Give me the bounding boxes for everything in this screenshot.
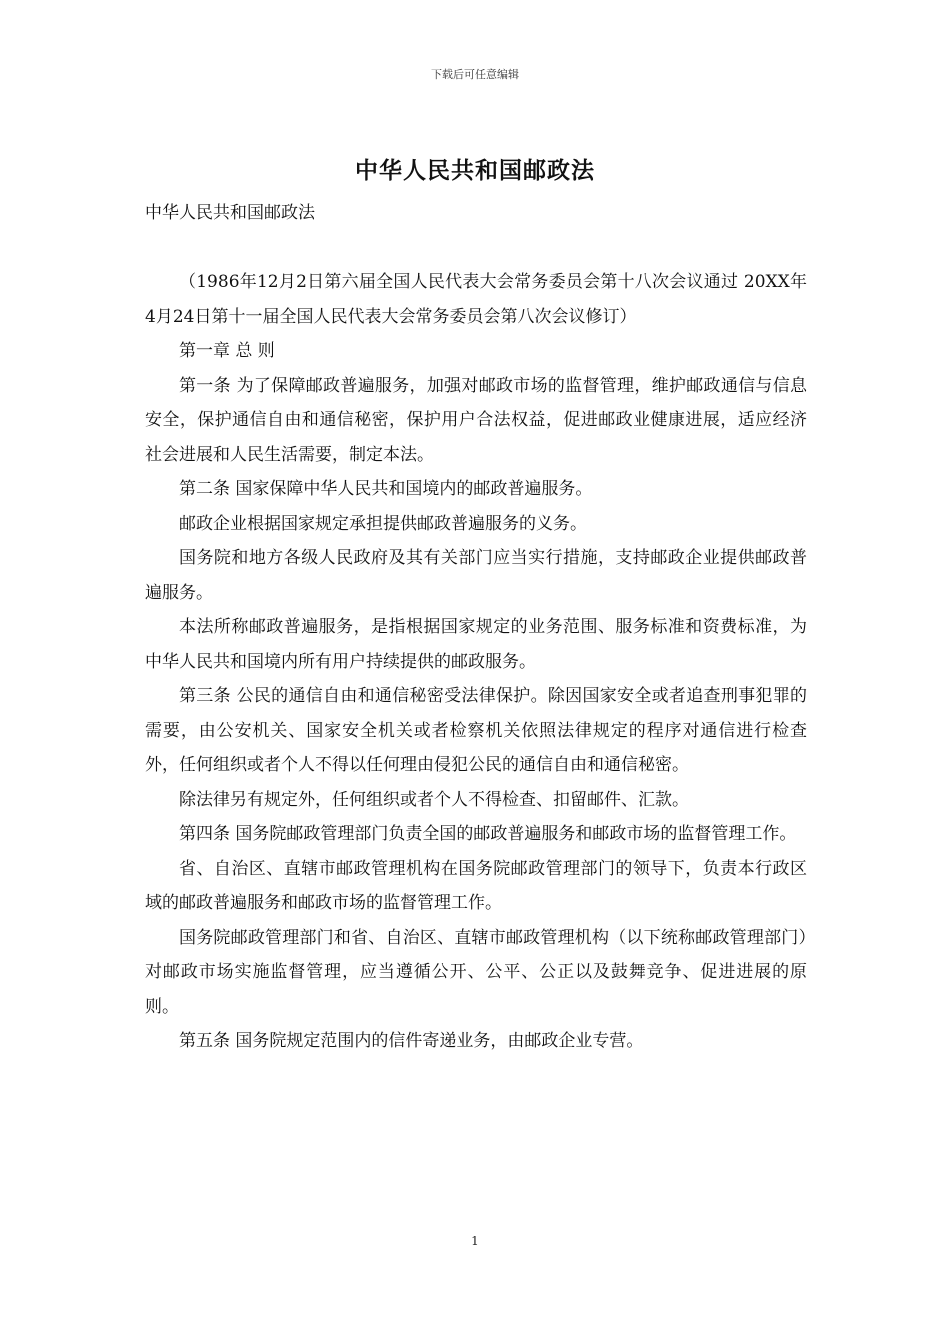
paragraph-adoption-note: （1986年12月2日第六届全国人民代表大会常务委员会第十八次会议通过 20XX年4月24日第十一届全国人民代表大会常务委员会第八次会议修订） xyxy=(145,272,807,327)
paragraph-article-2-clause-4: 本法所称邮政普遍服务，是指根据国家规定的业务范围、服务标准和资费标准，为中华人民共和国境内所有用户持续提供的邮政服务。 xyxy=(145,617,807,672)
paragraph-article-5: 第五条 国务院规定范围内的信件寄递业务，由邮政企业专营。 xyxy=(179,1031,644,1051)
paragraph-article-4-clause-3: 国务院邮政管理部门和省、自治区、直辖市邮政管理机构（以下统称邮政管理部门）对邮政市场实施监督管理，应当遵循公开、公平、公正以及鼓舞竞争、促进进展的原则。 xyxy=(145,927,807,1017)
paragraph-article-4-clause-2: 省、自治区、直辖市邮政管理机构在国务院邮政管理部门的领导下，负责本行政区域的邮政普遍服务和邮政市场的监督管理工作。 xyxy=(145,858,807,913)
paragraph-article-3-clause-2: 除法律另有规定外，任何组织或者个人不得检查、扣留邮件、汇款。 xyxy=(179,789,689,810)
header-note: 下载后可任意编辑 xyxy=(431,68,519,81)
document-subtitle: 中华人民共和国邮政法 xyxy=(145,203,315,223)
page-number: 1 xyxy=(471,1234,479,1248)
paragraph-article-1: 第一条 为了保障邮政普遍服务，加强对邮政市场的监督管理，维护邮政通信与信息安全，保护通信自由和通信秘密，保护用户合法权益，促进邮政业健康进展，适应经济社会进展和人民生活需要，制定本法。 xyxy=(145,375,807,465)
paragraph-article-2: 第二条 国家保障中华人民共和国境内的邮政普遍服务。 xyxy=(179,479,593,499)
paragraph-article-4: 第四条 国务院邮政管理部门负责全国的邮政普遍服务和邮政市场的监督管理工作。 xyxy=(179,824,797,844)
document-body xyxy=(145,196,807,1059)
paragraph-article-3: 第三条 公民的通信自由和通信秘密受法律保护。除因国家安全或者追查刑事犯罪的需要，由公安机关、国家安全机关或者检察机关依照法律规定的程序对通信进行检查外，任何组织或者个人不得以任何理由侵犯公民的通信自由和通信秘密。 xyxy=(145,686,807,775)
document-title: 中华人民共和国邮政法 xyxy=(355,157,595,184)
paragraph-article-2-clause-3: 国务院和地方各级人民政府及其有关部门应当实行措施，支持邮政企业提供邮政普遍服务。 xyxy=(145,548,807,603)
blank-line xyxy=(145,231,807,266)
paragraph-article-2-clause-2: 邮政企业根据国家规定承担提供邮政普遍服务的义务。 xyxy=(179,513,587,534)
chapter-heading: 第一章 总 则 xyxy=(179,341,275,361)
